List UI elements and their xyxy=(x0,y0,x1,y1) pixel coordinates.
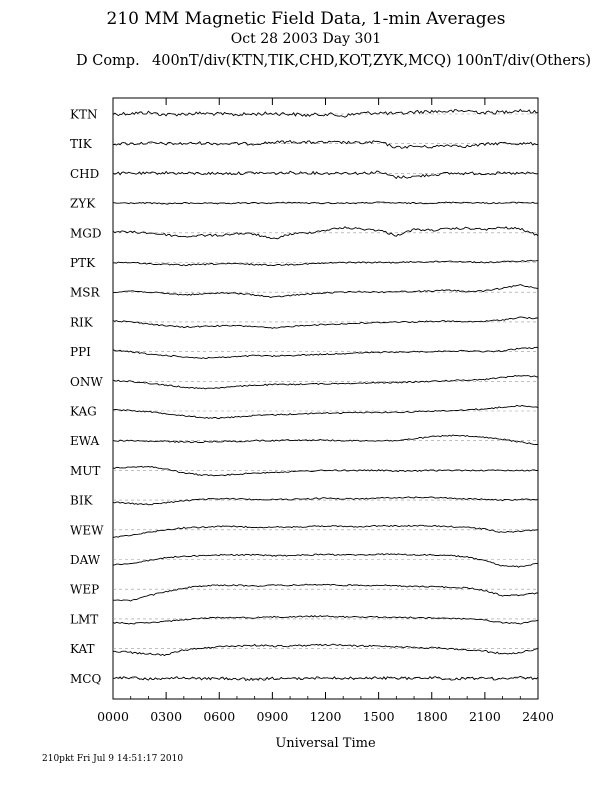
series-line-tik xyxy=(113,141,538,149)
chart-title: 210 MM Magnetic Field Data, 1-min Averages xyxy=(106,9,506,29)
station-label: KAG xyxy=(70,404,97,419)
series-line-kag xyxy=(113,405,538,418)
station-label: BIK xyxy=(70,493,93,508)
series-line-chd xyxy=(113,171,538,179)
station-label: PPI xyxy=(70,345,91,360)
x-tick-label: 0000 xyxy=(97,709,129,724)
x-tick-label: 0600 xyxy=(203,709,236,724)
chart-subtitle: Oct 28 2003 Day 301 xyxy=(230,31,382,47)
x-tick-label: 0300 xyxy=(150,709,183,724)
component-label: D Comp. xyxy=(76,53,140,69)
station-label: ZYK xyxy=(70,196,96,211)
x-tick-label: 1800 xyxy=(415,709,448,724)
station-label: WEW xyxy=(70,523,104,538)
station-label: EWA xyxy=(70,434,100,449)
series-line-ptk xyxy=(113,260,538,265)
series-line-kat xyxy=(113,644,538,655)
x-tick-label: 0900 xyxy=(256,709,289,724)
series-line-bik xyxy=(113,497,538,505)
scale-small-label: 100nT/div(Others) xyxy=(456,53,592,69)
station-label: PTK xyxy=(70,256,96,270)
series-line-daw xyxy=(113,554,538,568)
series-line-wew xyxy=(113,525,538,537)
x-tick-label: 1200 xyxy=(309,709,342,724)
station-label: MCQ xyxy=(70,671,102,686)
x-tick-label: 1500 xyxy=(362,709,395,724)
series-line-ktn xyxy=(113,109,538,117)
station-label: RIK xyxy=(70,315,93,330)
series-line-rik xyxy=(113,317,538,328)
station-label: KAT xyxy=(70,642,95,657)
series-line-ppi xyxy=(113,347,538,358)
station-label: MSR xyxy=(70,285,100,300)
station-label: KTN xyxy=(70,107,98,122)
series-line-mut xyxy=(113,466,538,476)
series-line-msr xyxy=(113,285,538,298)
series-line-ewa xyxy=(113,435,538,445)
station-label: TIK xyxy=(70,137,92,152)
x-tick-label: 2400 xyxy=(522,709,554,724)
x-axis-label: Universal Time xyxy=(275,736,376,751)
station-label: MGD xyxy=(70,226,102,241)
station-label: MUT xyxy=(70,463,101,478)
series-line-zyk xyxy=(113,202,538,204)
station-label: DAW xyxy=(70,553,101,567)
station-label: ONW xyxy=(70,374,103,389)
series-line-lmt xyxy=(113,616,538,624)
station-label: LMT xyxy=(70,612,99,627)
footer-stamp: 210pkt Fri Jul 9 14:51:17 2010 xyxy=(42,754,184,764)
scale-large-label: 400nT/div(KTN,TIK,CHD,KOT,ZYK,MCQ) xyxy=(152,53,452,69)
series-line-wep xyxy=(113,584,538,601)
station-label: CHD xyxy=(70,166,100,181)
series-line-onw xyxy=(113,376,538,389)
station-label: WEP xyxy=(70,582,100,597)
plot-frame xyxy=(113,98,538,699)
x-tick-label: 2100 xyxy=(468,709,501,724)
